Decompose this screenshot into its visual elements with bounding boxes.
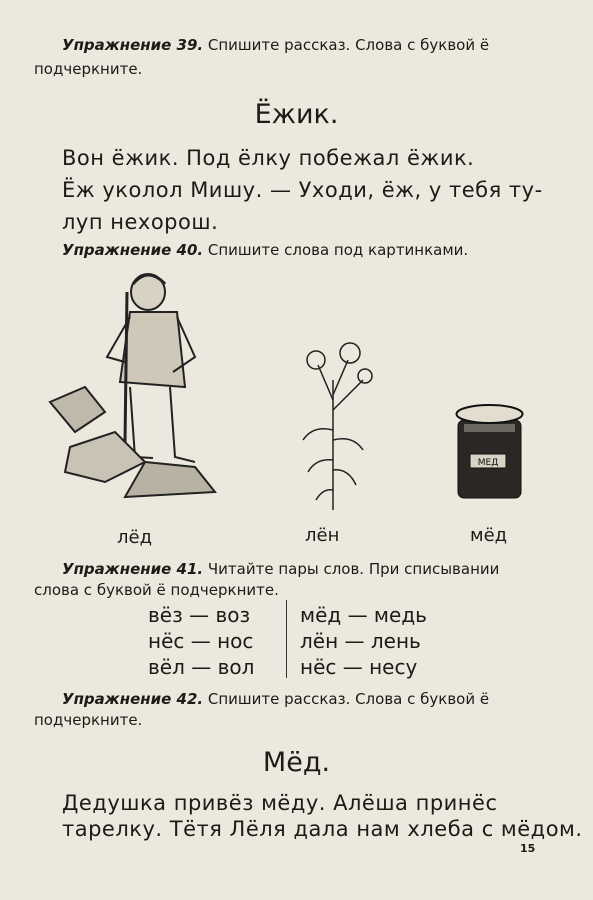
story-title-hedgehog: Ёжик. [254,99,339,130]
pair-row: вёл — вол [148,655,255,679]
exercise-39-instruction [62,33,562,57]
exercise-39-text: Спишите рассказ. Слова с буквой ё [207,36,490,54]
exercise-42-text: Спишите рассказ. Слова с буквой ё [207,690,490,708]
caption-ice: лёд [117,527,153,548]
story1-line2: Ёж уколол Мишу. — Уходи, ёж, у тебя ту- [62,178,543,202]
exercise-42-continuation: подчеркните. [34,711,143,729]
page-number: 15 [520,842,536,855]
exercise-41-continuation: слова с буквой ё подчеркните. [34,581,279,599]
exercise-40-label: Упражнение 40. [62,241,204,259]
pairs-right-column [300,602,427,680]
exercise-41-text: Читайте пары слов. При списывании [207,560,500,578]
pair-row: нёс — несу [300,655,418,679]
jar-label: МЕД [477,458,499,468]
story-title-honey: Мёд. [262,747,331,778]
exercise-40-text: Спишите слова под картинками. [207,241,469,259]
exercise-42-label: Упражнение 42. [62,690,204,708]
story2-line1: Дедушка привёз мёду. Алёша принёс [62,791,498,815]
flax-plant-illustration [288,340,378,515]
story1-line1: Вон ёжик. Под ёлку побежал ёжик. [62,146,475,170]
exercise-39-continuation: подчеркните. [34,60,143,78]
story1-line3: луп нехорош. [62,210,219,234]
ice-breaking-man-illustration [45,262,230,507]
caption-honey: мёд [470,525,508,546]
pair-row: мёд — медь [300,603,427,627]
pair-row: нёс — нос [148,629,254,653]
exercise-40-instruction [62,238,468,262]
story2-line2: тарелку. Тётя Лёля дала нам хлеба с мёдом. [62,817,583,841]
pairs-left-column [148,602,254,680]
exercise-41-label: Упражнение 41. [62,560,204,578]
exercise-39-label: Упражнение 39. [62,36,204,54]
honey-jar-illustration [452,402,527,502]
pair-row: вёз — воз [148,603,251,627]
pair-row: лён — лень [300,629,421,653]
caption-flax: лён [305,525,340,546]
column-divider [286,600,287,678]
